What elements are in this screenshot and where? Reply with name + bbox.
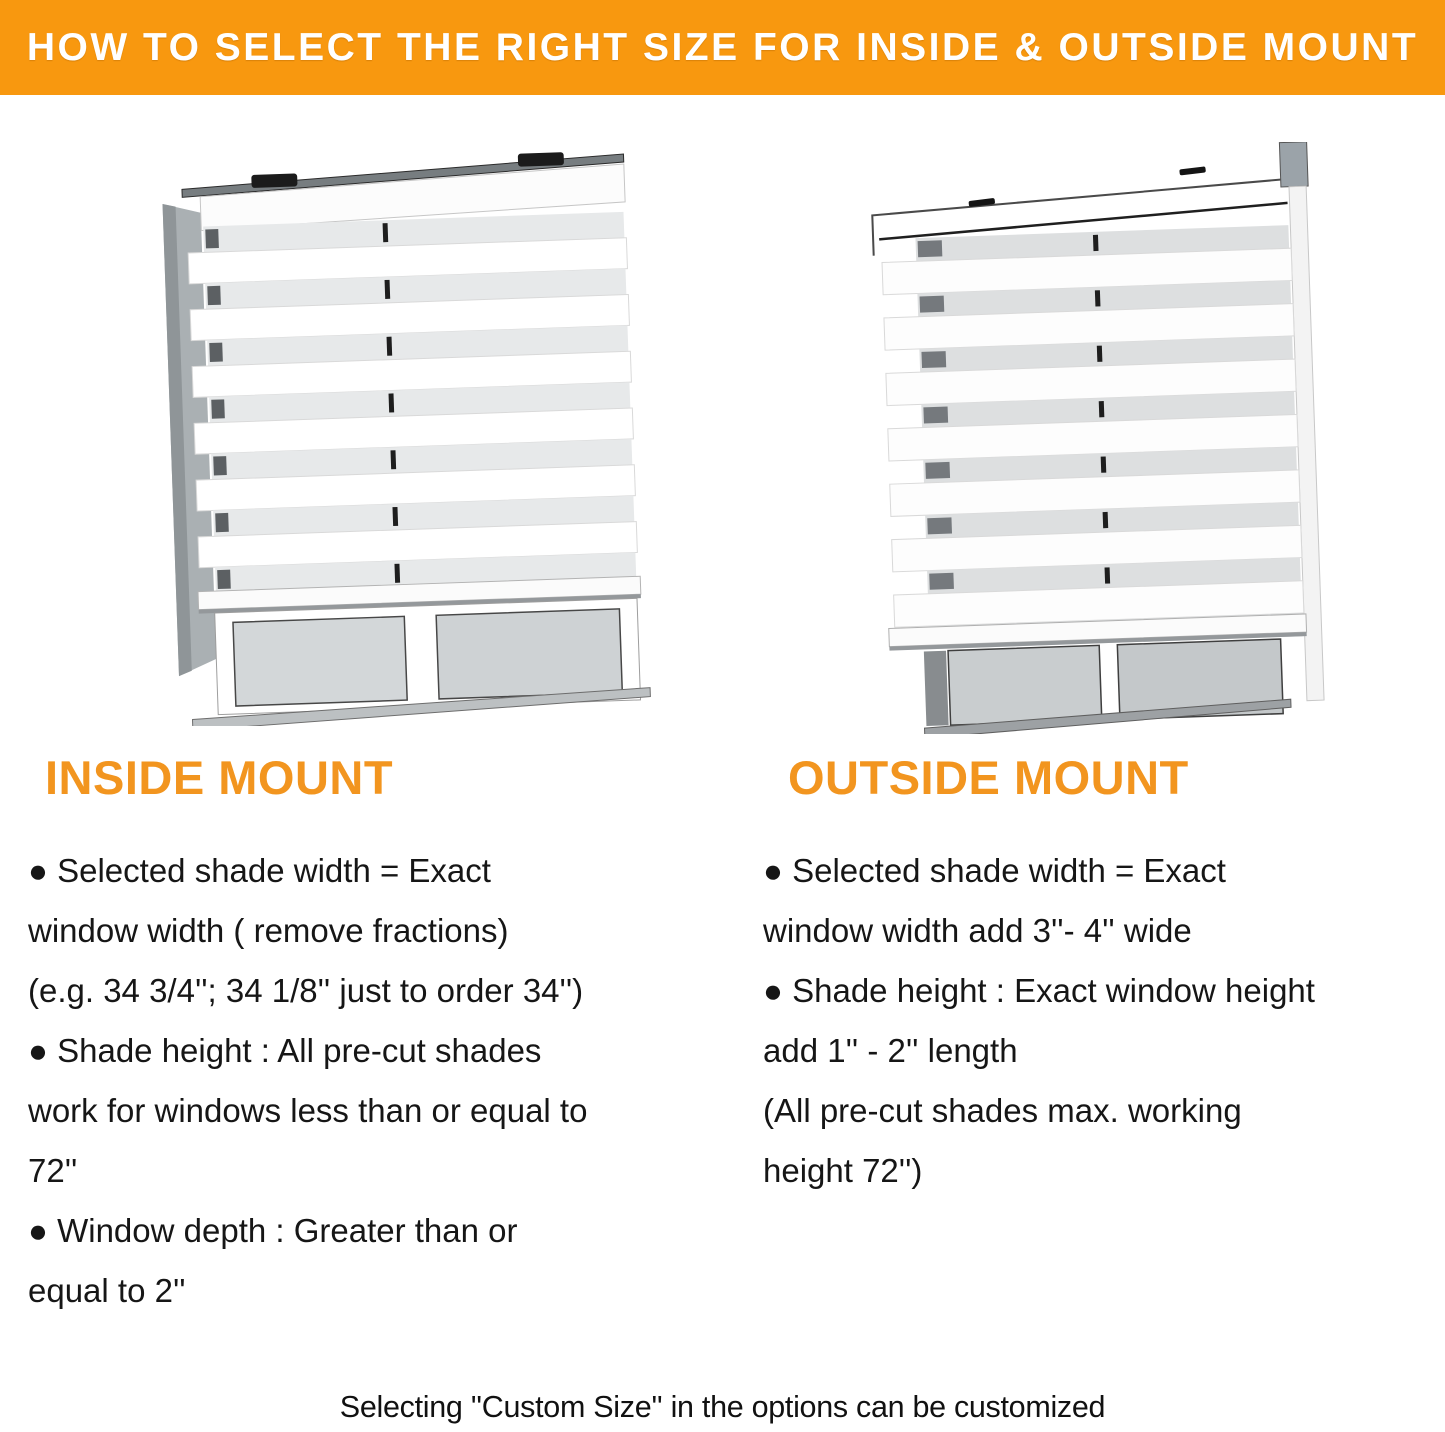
instruction-line: add 1'' - 2'' length (763, 1032, 1018, 1069)
screw-mark-icon (1179, 166, 1206, 175)
instruction-line: window width add 3''- 4'' wide (763, 912, 1192, 949)
inside-mount-instructions (28, 841, 738, 1321)
instruction-line: ● Selected shade width = Exact (28, 852, 491, 889)
inside-mount-heading: INSIDE MOUNT (45, 751, 394, 804)
outside-mount-illustration (858, 142, 1342, 734)
window-glass (924, 639, 1283, 726)
instruction-line: ● Shade height : All pre-cut shades (28, 1032, 542, 1069)
custom-size-note: Selecting ''Custom Size'' in the options can be customized (339, 1390, 1106, 1424)
instruction-line: (e.g. 34 3/4''; 34 1/8'' just to order 34'') (28, 972, 584, 1009)
page-title: HOW TO SELECT THE RIGHT SIZE FOR INSIDE & OUTSIDE MOUNT (26, 25, 1419, 69)
instruction-line: ● Shade height : Exact window height (763, 972, 1315, 1009)
inside-mount-illustration (138, 148, 666, 726)
instruction-line: window width ( remove fractions) (28, 912, 509, 949)
instruction-line: work for windows less than or equal to (28, 1092, 588, 1129)
instruction-line: height 72'') (763, 1152, 923, 1189)
instruction-line: (All pre-cut shades max. working (763, 1092, 1242, 1129)
outside-mount-heading: OUTSIDE MOUNT (788, 751, 1189, 804)
wall-bracket-icon (1279, 142, 1308, 187)
outside-mount-instructions (763, 841, 1433, 1201)
instruction-line: ● Selected shade width = Exact (763, 852, 1226, 889)
zebra-stripes (187, 212, 638, 594)
mounting-bracket-icon (518, 152, 564, 167)
instruction-line: ● Window depth : Greater than or (28, 1212, 518, 1249)
mounting-bracket-icon (251, 173, 297, 188)
instruction-line: 72'' (28, 1152, 78, 1189)
header-banner (0, 0, 1445, 95)
zebra-stripes (881, 225, 1304, 650)
instruction-line: equal to 2'' (28, 1272, 186, 1309)
